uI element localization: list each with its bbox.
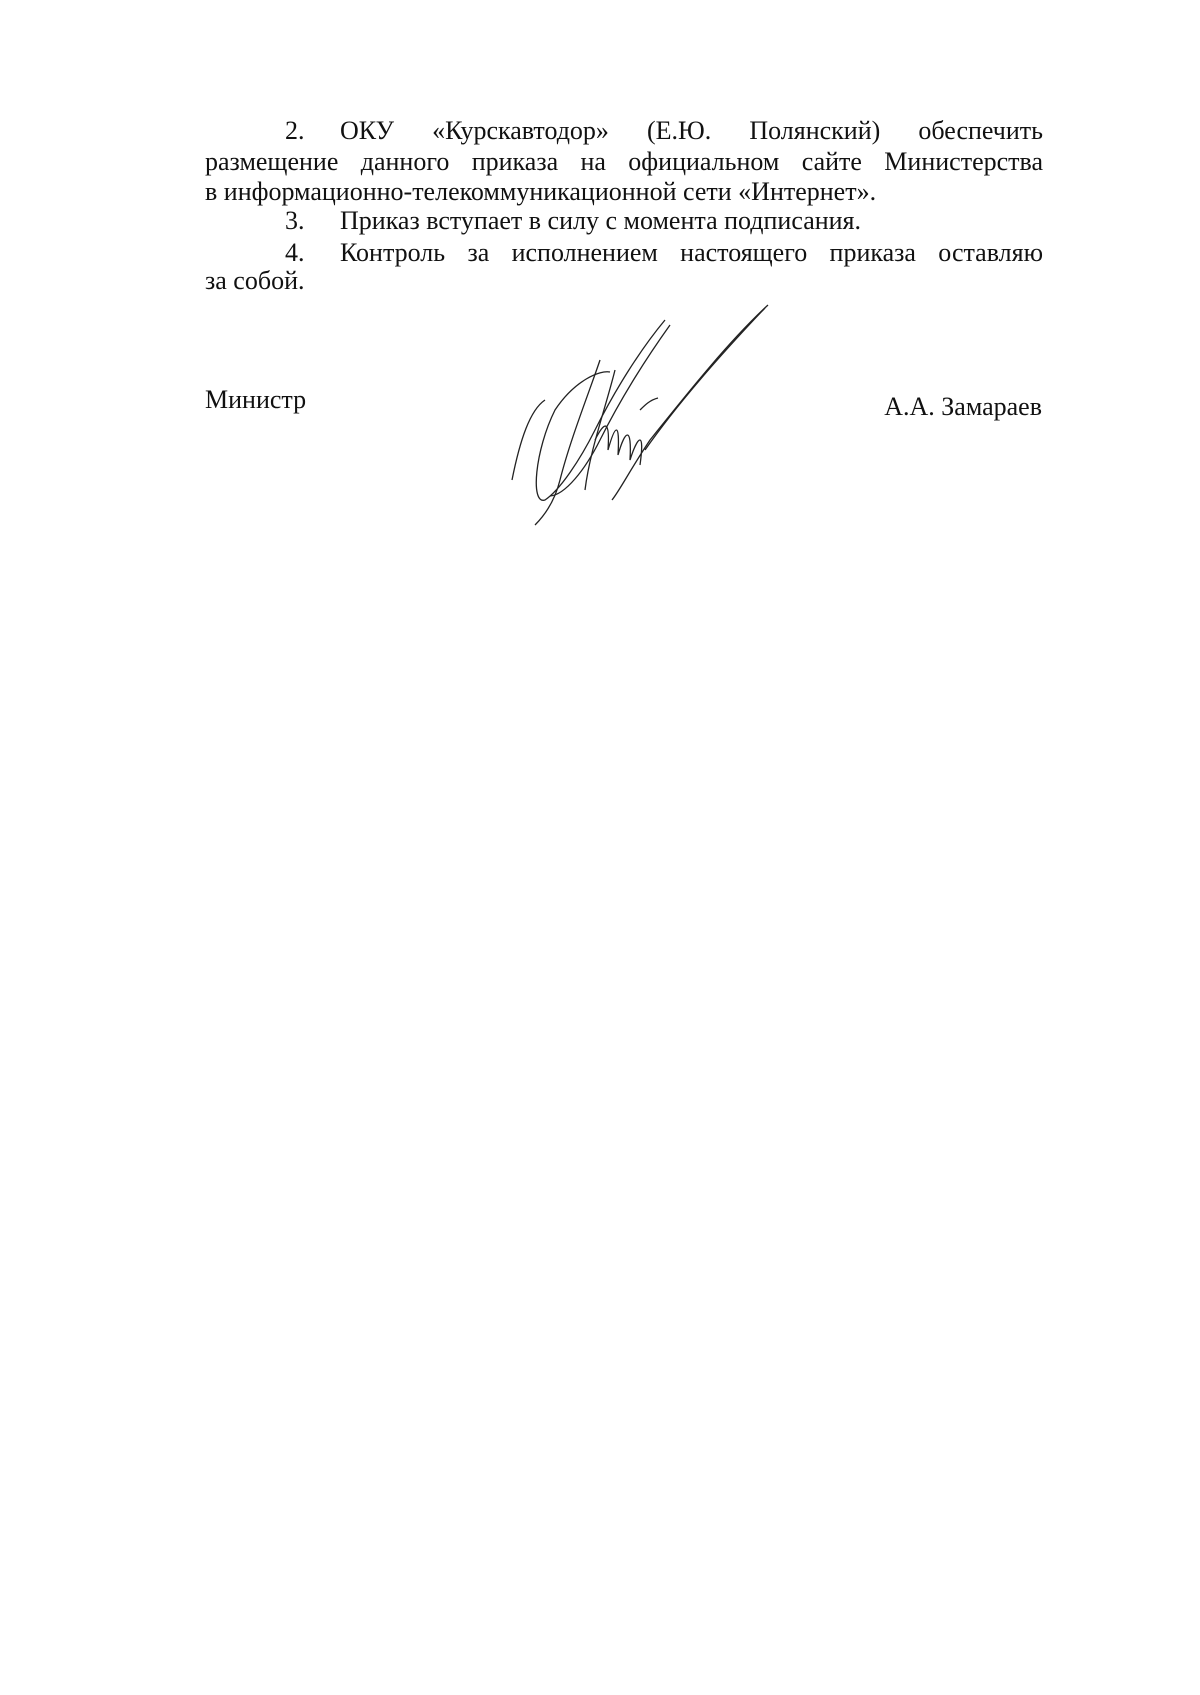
signature-image <box>500 300 780 530</box>
signer-name: А.А. Замараев <box>884 392 1042 421</box>
item-text: за собой. <box>205 266 305 295</box>
item-text: Контроль за исполнением настоящего приказа оставляю <box>340 238 1043 267</box>
item-number: 4. <box>285 238 305 267</box>
item-number: 2. <box>285 116 305 145</box>
item-number: 3. <box>285 206 305 235</box>
item-text: ОКУ «Курскавтодор» (Е.Ю. Полянский) обеспечить <box>340 116 1043 145</box>
item-text: Приказ вступает в силу с момента подписания. <box>340 206 862 235</box>
signer-position: Министр <box>205 385 307 414</box>
item-text: в информационно-телекоммуникационной сети «Интернет». <box>205 177 877 206</box>
item-text: размещение данного приказа на официальном сайте Министерства <box>205 147 1043 176</box>
